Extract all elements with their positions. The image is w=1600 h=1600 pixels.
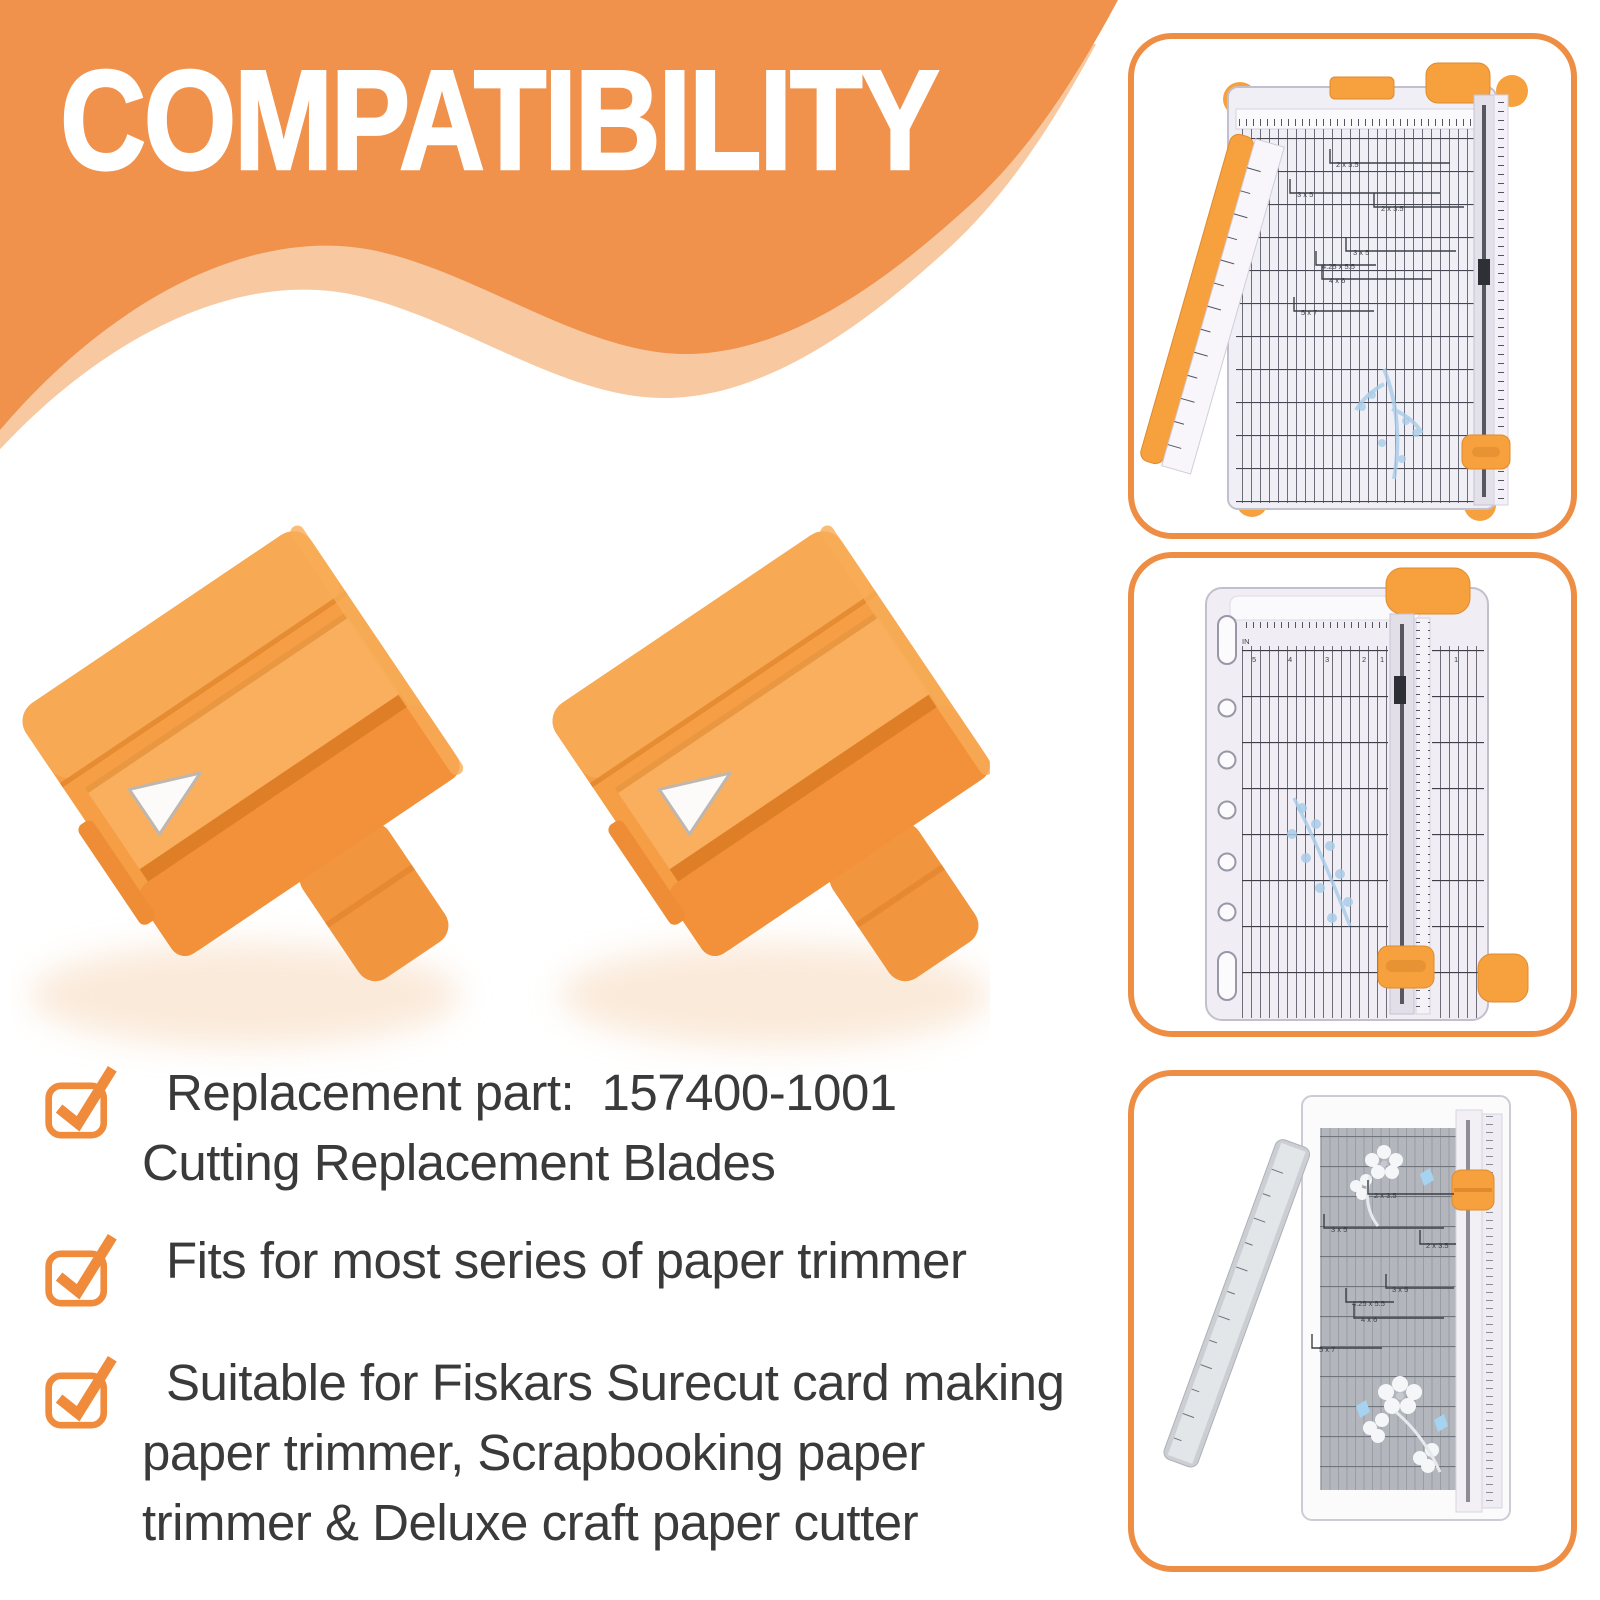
rail-top-knob (1386, 568, 1470, 614)
gray-trimmer-photo (1134, 1076, 1571, 1566)
page-title: COMPATIBILITY (60, 41, 938, 200)
checkbox-check-icon (42, 1350, 118, 1432)
top-ruler (1242, 616, 1388, 630)
bullet-fits-most-series (42, 1226, 1112, 1310)
checkbox-check-icon (42, 1060, 118, 1142)
mini-trimmer-photo (1134, 558, 1571, 1031)
size-label: 2 x 3.5 (1426, 1241, 1449, 1250)
blade-carriage (1330, 77, 1394, 99)
bullet-text (142, 1348, 1064, 1558)
size-label: 4 x 6 (1329, 276, 1346, 285)
grid-area-right (1432, 646, 1484, 1018)
surecut-trimmer-photo (1134, 39, 1571, 533)
bullet-line: paper trimmer, Scrapbooking paper (142, 1424, 925, 1481)
bullet-line: Suitable for Fiskars Surecut card making (166, 1354, 1065, 1411)
size-label: 5 x 7 (1319, 1345, 1336, 1354)
ruler-unit: IN (1242, 637, 1250, 646)
bullet-replacement-part (42, 1058, 1112, 1198)
corner-foot (1478, 954, 1528, 1002)
size-label: 4 x 6 (1361, 1315, 1378, 1324)
card-mini-trimmer (1128, 552, 1577, 1037)
bullet-suitable-for (42, 1348, 1112, 1558)
bullet-text (142, 1058, 897, 1198)
size-label: 3 x 5 (1297, 190, 1314, 199)
size-label: 2 x 3.5 (1336, 160, 1359, 169)
bullet-text (142, 1226, 967, 1296)
size-label: 3 x 5 (1353, 248, 1370, 257)
bullet-line: Replacement part: 157400-1001 (166, 1064, 897, 1121)
size-label: 3 x 5 (1331, 1225, 1348, 1234)
size-label: 2 x 3.5 (1381, 204, 1404, 213)
bullet-line: Cutting Replacement Blades (142, 1134, 776, 1191)
card-gray-trimmer (1128, 1070, 1577, 1572)
size-label: 2 x 3.5 (1374, 1191, 1397, 1200)
bullet-line: Fits for most series of paper trimmer (166, 1232, 967, 1289)
grid-area (1242, 646, 1388, 1018)
swing-ruler (1162, 1137, 1312, 1469)
size-label: 5 x 7 (1301, 308, 1318, 317)
blade-cartridges-photo (10, 430, 990, 1080)
size-label: 4.25 x 5.5 (1322, 262, 1355, 271)
size-label: 3 x 5 (1392, 1285, 1409, 1294)
bullet-line: trimmer & Deluxe craft paper cutter (142, 1494, 919, 1551)
size-label: 4.25 x 5.5 (1352, 1299, 1385, 1308)
card-surecut-trimmer (1128, 33, 1577, 539)
checkbox-check-icon (42, 1228, 118, 1310)
ruler-number: 1 (1454, 655, 1459, 664)
